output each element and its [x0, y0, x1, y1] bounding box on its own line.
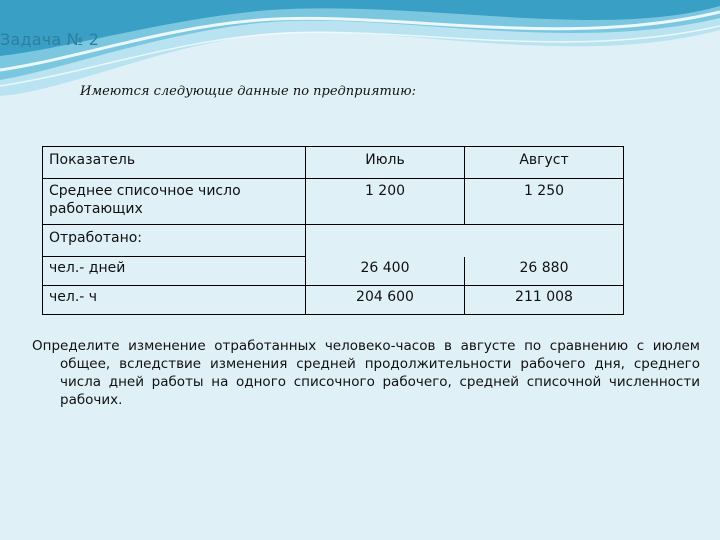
man-days-august: 26 880 [465, 257, 624, 286]
table-row [43, 225, 624, 257]
man-hours-august: 211 008 [465, 286, 624, 315]
table-row [43, 257, 624, 286]
man-days-label: чел.- дней [43, 257, 306, 286]
header-indicator: Показатель [43, 147, 306, 179]
enterprise-data-table [42, 146, 624, 315]
worked-empty-cell [306, 225, 624, 257]
slide-subtitle: Имеются следующие данные по предприятию: [80, 84, 416, 99]
avg-staff-august: 1 250 [465, 179, 624, 225]
worked-label: Отработано: [43, 225, 306, 257]
table-row [43, 179, 624, 225]
man-hours-july: 204 600 [306, 286, 465, 315]
avg-staff-label: Среднее списочное число работающих [43, 179, 306, 225]
task-question: Определите изменение отработанных человеко-часов в августе по сравнению с июлем общее, вследствие изменения средней продолжительности рабочего дня, среднего числа дней работы на одного списочного рабочего, средней списочной численности рабочих. [32, 338, 700, 408]
man-hours-label: чел.- ч [43, 286, 306, 315]
header-july: Июль [306, 147, 465, 179]
table-header-row [43, 147, 624, 179]
table-row [43, 286, 624, 315]
slide-title: Задача № 2 [0, 30, 100, 49]
avg-staff-july: 1 200 [306, 179, 465, 225]
man-days-july: 26 400 [306, 257, 465, 286]
header-august: Август [465, 147, 624, 179]
